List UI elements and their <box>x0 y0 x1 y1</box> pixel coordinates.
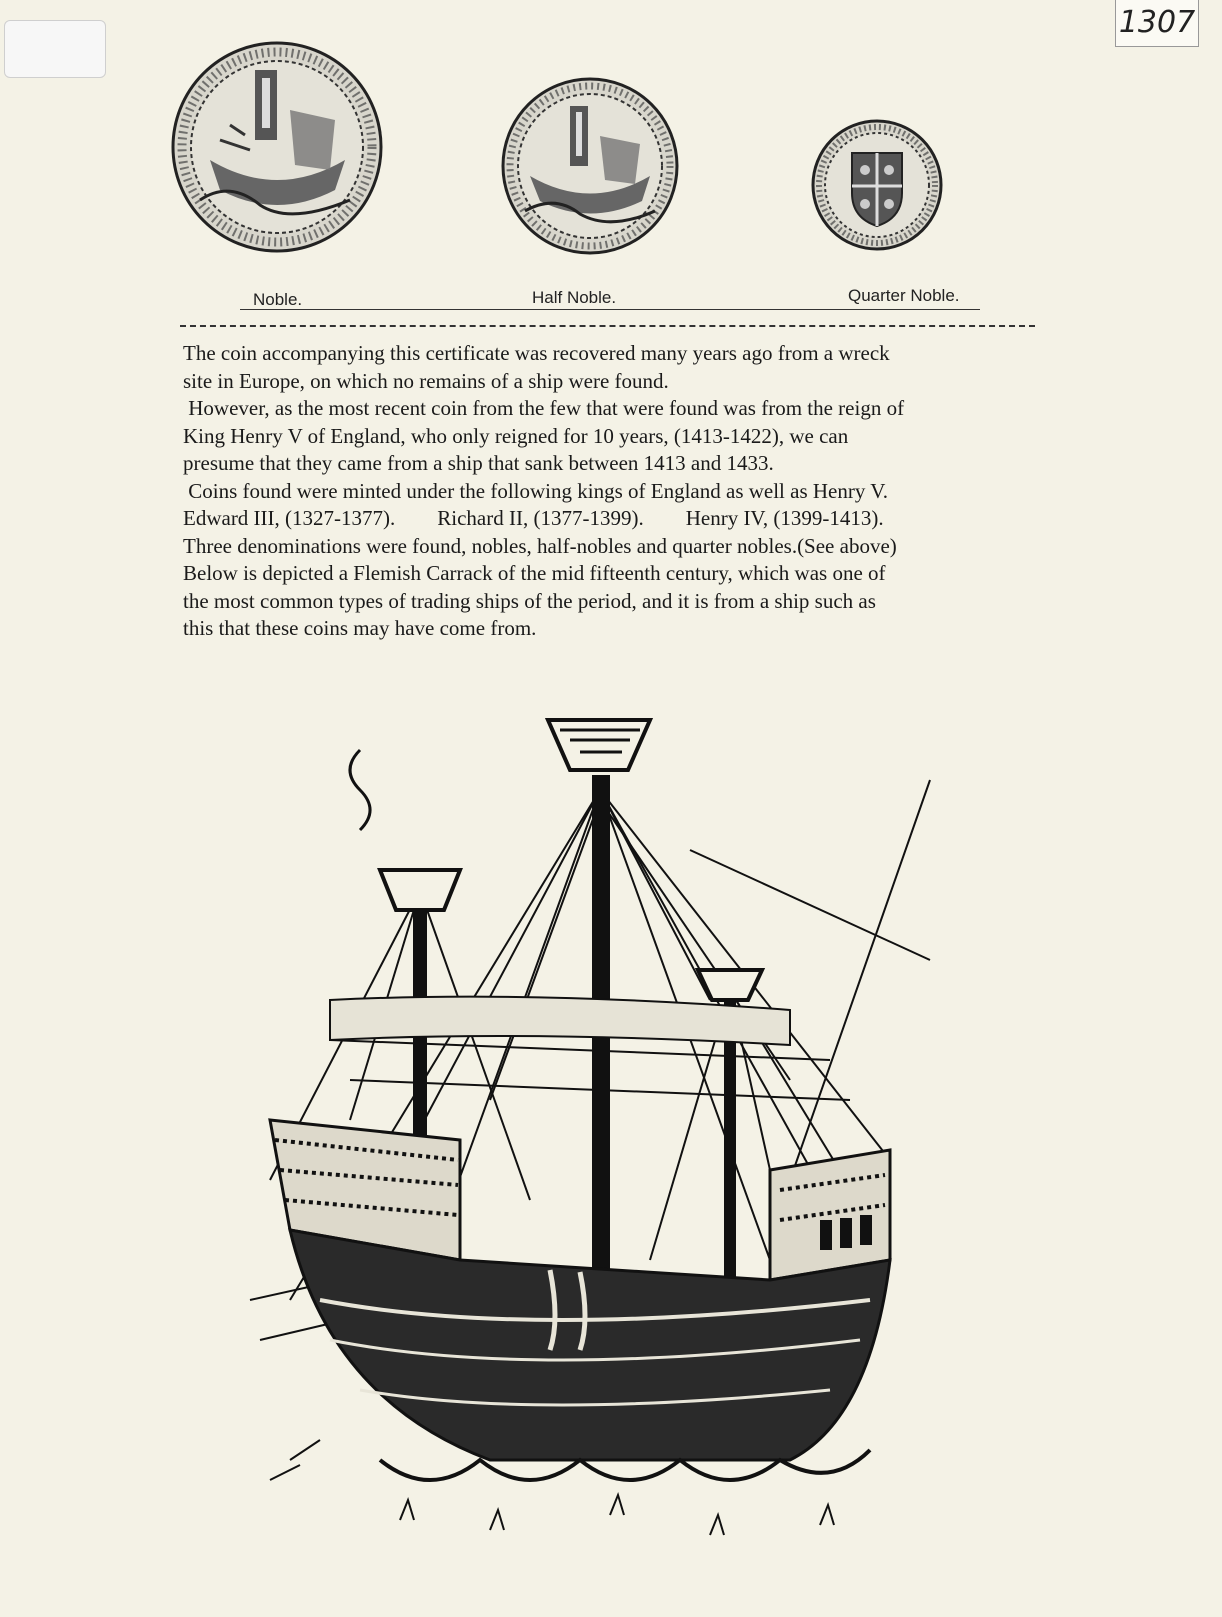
label-underline <box>240 309 980 310</box>
text-line: King Henry V of England, who only reigned for 10 years, (1413-1422), we can <box>183 423 849 448</box>
certificate-text <box>183 340 1053 643</box>
text-line: the most common types of trading ships of the period, and it is from a ship such as <box>183 588 876 613</box>
text-line: Edward III, (1327-1377). Richard II, (1377-1399). Henry IV, (1399-1413). <box>183 506 884 530</box>
coin-illustrations <box>170 40 1010 280</box>
quarter-noble-coin-icon <box>810 118 945 253</box>
half-noble-label: Half Noble. <box>532 288 617 307</box>
text-line: However, as the most recent coin from the few that were found was from the reign of <box>183 396 905 420</box>
half-noble-coin-icon <box>500 76 680 256</box>
page-number: 1307 <box>1115 0 1199 47</box>
dashed-divider <box>180 325 1035 327</box>
noble-coin-icon <box>170 40 385 255</box>
library-stamp-icon <box>4 20 106 78</box>
text-line: presume that they came from a ship that sank between 1413 and 1433. <box>183 451 774 475</box>
quarter-noble-label: Quarter Noble. <box>848 286 960 305</box>
noble-label: Noble. <box>253 290 303 309</box>
text-line: site in Europe, on which no remains of a ship were found. <box>183 368 669 393</box>
text-line: Below is depicted a Flemish Carrack of the mid fifteenth century, which was one of <box>183 561 886 585</box>
text-line: Three denominations were found, nobles, half-nobles and quarter nobles.(See above) <box>183 533 897 558</box>
text-line: The coin accompanying this certificate was recovered many years ago from a wreck <box>183 341 890 365</box>
text-line: Coins found were minted under the following kings of England as well as Henry V. <box>183 478 888 503</box>
flemish-carrack-icon <box>230 700 960 1600</box>
text-line: this that these coins may have come from. <box>183 616 537 640</box>
